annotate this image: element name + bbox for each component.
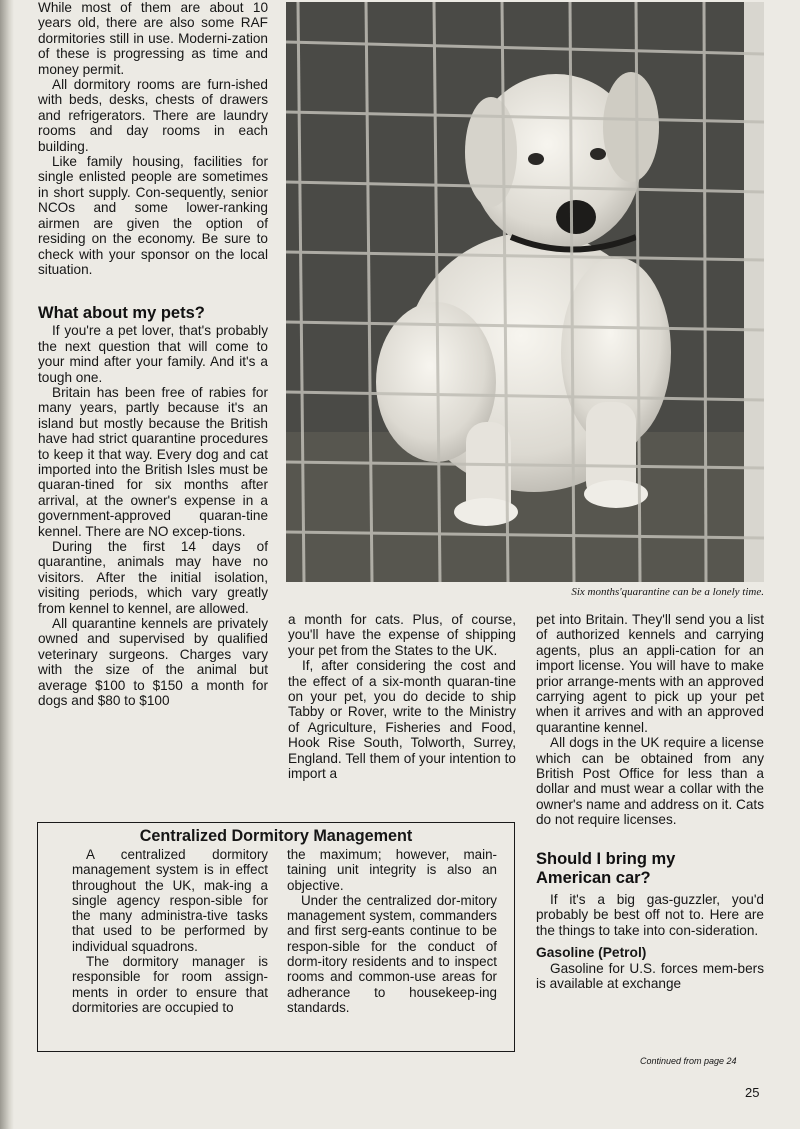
paragraph: The dormitory manager is responsible for room assign-ments in order to ensure that dormitories are occupied to	[72, 954, 268, 1015]
paragraph: All quarantine kennels are privately owned and supervised by qualified veterinary surgeons. Charges vary with the size of the animal but average $100 to $150 a month for dogs and $80 to $100	[38, 616, 268, 709]
paragraph: a month for cats. Plus, of course, you'll have the expense of shipping your pet from the States to the UK.	[288, 612, 516, 658]
paragraph: During the first 14 days of quarantine, animals may have no visitors. After the initial isolation, visiting periods, which vary greatly from kennel to kennel, are allowed.	[38, 539, 268, 616]
paragraph: Like family housing, facilities for single enlisted people are sometimes in short supply. Con-sequently, senior NCOs and some lower-ranking airmen are given the option of residing on the economy. Be sure to check with your sponsor on the local situation.	[38, 154, 268, 277]
paragraph: the maximum; however, main-taining unit integrity is also an objective.	[287, 847, 497, 893]
paragraph: Under the centralized dor-mitory management system, commanders and first serg-eants continue to be respon-sible for the conduct of dorm-itory residents and to inspect rooms and common-use areas for adherance to housekeep-ing standards.	[287, 892, 497, 1015]
subheading-gasoline: Gasoline (Petrol)	[536, 944, 647, 960]
paragraph: Britain has been free of rabies for many years, partly because it's an island but mostly because the British have had strict quarantine procedures to keep it that way. Every dog and cat imported into the British Isles must be quaran-tined for six months after arrival, at the owner's expense in a government-approved quaran-tine kennel. There are NO excep-tions.	[38, 384, 268, 539]
heading-car: Should I bring my American car?	[536, 849, 676, 887]
column-right	[536, 612, 764, 992]
paragraph: While most of them are about 10 years old, there are also some RAF dormitories still in use. Moderni-zation of these is progressing as time and money permit.	[38, 0, 268, 77]
photo-caption: Six months'quarantine can be a lonely time.	[571, 586, 764, 598]
photo-puppy-in-kennel	[286, 2, 764, 582]
page-number: 25	[745, 1085, 760, 1100]
sidebar-box	[37, 822, 515, 1052]
paragraph: All dormitory rooms are furn-ished with beds, desks, chests of drawers and refrigerators. There are laundry rooms and day rooms in each building.	[38, 77, 268, 154]
puppy-photo-illustration	[286, 2, 764, 582]
paragraph: If it's a big gas-guzzler, you'd probably be best off not to. Here are the things to take into con-sideration.	[536, 891, 764, 938]
sidebar-title: Centralized Dormitory Management	[139, 827, 413, 845]
paragraph: A centralized dormitory management system is in effect throughout the UK, mak-ing a single agency respon-sible for the many administra-tive tasks that used to be performed by individual squadrons.	[72, 847, 268, 954]
page-gutter-shadow	[0, 0, 14, 1129]
sidebar-column-right	[287, 847, 497, 1015]
paragraph: If, after considering the cost and the effect of a six-month quaran-tine on your pet, you do decide to ship Tabby or Rover, write to the Ministry of Agriculture, Fisheries and Food, Hook Rise South, Tolworth, Surrey, England. Tell them of your intention to import a	[288, 658, 516, 782]
paragraph: If you're a pet lover, that's probably the next question that will come to your mind after your family. And it's a tough one.	[38, 323, 268, 385]
continued-note: Continued from page 24	[640, 1056, 737, 1066]
paragraph: All dogs in the UK require a license which can be obtained from any British Post Office for less than a dollar and must wear a collar with the owner's name and address on it. Cats do not require licenses.	[536, 735, 764, 828]
heading-pets: What about my pets?	[38, 304, 205, 323]
paragraph: pet into Britain. They'll send you a list of authorized kennels and carrying agents, plus an appli-cation for an import license. You will have to make prior arrange-ments with an approved carrying agent to pick up your pet when it arrives and with an approved quarantine kennel.	[536, 612, 764, 735]
paragraph: Gasoline for U.S. forces mem-bers is available at exchange	[536, 960, 764, 992]
column-left	[38, 0, 268, 708]
sidebar-column-left	[72, 847, 268, 1015]
column-middle	[288, 612, 516, 781]
